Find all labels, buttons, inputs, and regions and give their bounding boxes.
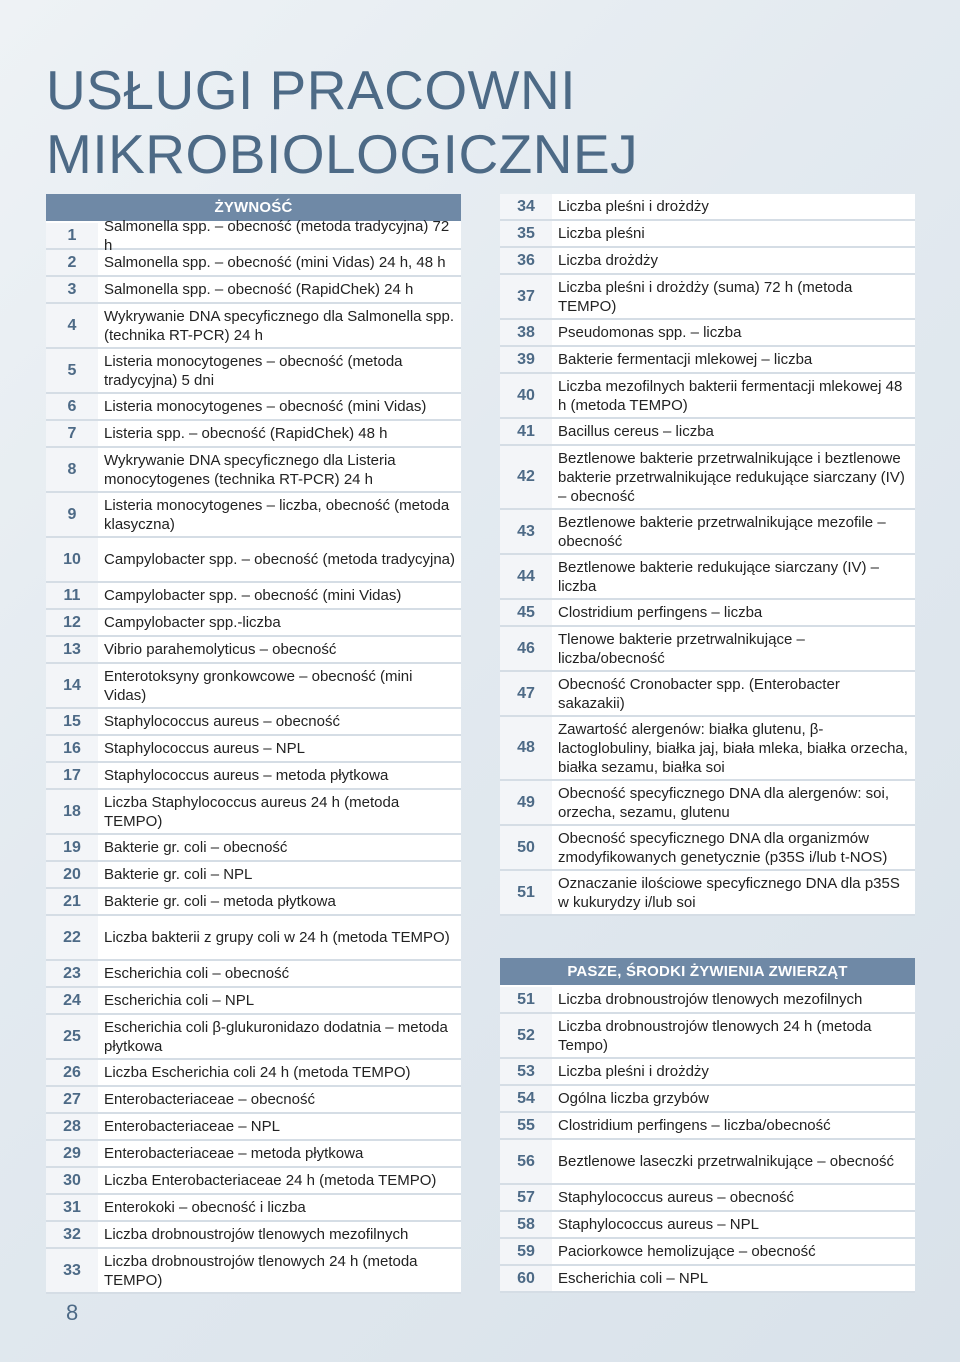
- table-row: [46, 250, 461, 277]
- row-number: 10: [46, 538, 98, 581]
- row-text: Liczba pleśni i drożdży (suma) 72 h (metoda TEMPO): [558, 278, 853, 315]
- table-row: [500, 627, 915, 672]
- row-text: Campylobacter spp. – obecność (mini Vidas): [104, 587, 402, 604]
- row-number: 2: [46, 250, 98, 275]
- row-text: Enterobacteriaceae – metoda płytkowa: [104, 1145, 364, 1162]
- row-number: 55: [500, 1113, 552, 1138]
- row-number: 40: [500, 374, 552, 417]
- row-number: 38: [500, 320, 552, 345]
- row-text: Enterotoksyny gronkowcowe – obecność (mini Vidas): [104, 667, 413, 704]
- row-number: 43: [500, 510, 552, 553]
- table-row: [46, 349, 461, 394]
- row-text: Liczba pleśni i drożdży: [558, 1063, 709, 1080]
- row-text: Obecność Cronobacter spp. (Enterobacter sakazakii): [558, 675, 840, 712]
- row-text: Liczba mezofilnych bakterii fermentacji mlekowej 48 h (metoda TEMPO): [558, 377, 903, 414]
- table-row: [46, 1249, 461, 1294]
- row-number: 21: [46, 889, 98, 914]
- row-number: 8: [46, 448, 98, 491]
- row-number: 57: [500, 1185, 552, 1210]
- row-number: 51: [500, 987, 552, 1012]
- row-number: 36: [500, 248, 552, 273]
- title-line-1: USŁUGI PRACOWNI: [46, 59, 577, 121]
- row-number: 19: [46, 835, 98, 860]
- row-text: Beztlenowe bakterie przetrwalnikujące i beztlenowe bakterie przetrwalnikujące redukujące siarczany (IV) – obecność: [558, 449, 905, 505]
- table-row: [46, 394, 461, 421]
- row-number: 53: [500, 1059, 552, 1084]
- table-row: [500, 1140, 915, 1185]
- left-rows: [46, 217, 461, 1294]
- row-text: Staphylococcus aureus – metoda płytkowa: [104, 767, 389, 784]
- row-number: 14: [46, 664, 98, 707]
- table-row: [46, 217, 461, 254]
- table-row: [46, 835, 461, 862]
- row-number: 3: [46, 277, 98, 302]
- row-text: Pseudomonas spp. – liczba: [558, 324, 742, 341]
- row-number: 29: [46, 1141, 98, 1166]
- row-text: Staphylococcus aureus – obecność: [558, 1189, 794, 1206]
- row-number: 11: [46, 583, 98, 608]
- table-row: [46, 889, 461, 916]
- table-row: [500, 1059, 915, 1086]
- row-text: Listeria monocytogenes – obecność (metoda tradycyjna) 5 dni: [104, 352, 403, 389]
- page-number: 8: [66, 1300, 79, 1325]
- right-column: [500, 194, 915, 1293]
- row-number: 41: [500, 419, 552, 444]
- row-number: 31: [46, 1195, 98, 1220]
- row-number: 48: [500, 717, 552, 779]
- table-row: [46, 736, 461, 763]
- row-number: 23: [46, 961, 98, 986]
- row-number: 17: [46, 763, 98, 788]
- row-text: Liczba Escherichia coli 24 h (metoda TEMPO): [104, 1064, 411, 1081]
- row-text: Wykrywanie DNA specyficznego dla Listeria monocytogenes (technika RT-PCR) 24 h: [104, 451, 396, 488]
- row-text: Liczba drobnoustrojów tlenowych 24 h (metoda TEMPO): [104, 1252, 418, 1289]
- section-header-food: ŻYWNOŚĆ: [46, 194, 461, 223]
- row-number: 26: [46, 1060, 98, 1085]
- table-row: [46, 916, 461, 961]
- row-number: 20: [46, 862, 98, 887]
- row-text: Liczba pleśni i drożdży: [558, 198, 709, 215]
- row-text: Beztlenowe bakterie redukujące siarczany (IV) – liczba: [558, 558, 879, 595]
- row-number: 30: [46, 1168, 98, 1193]
- table-row: [46, 664, 461, 709]
- table-row: [500, 347, 915, 374]
- row-text: Obecność specyficznego DNA dla alergenów: soi, orzecha, sezamu, glutenu: [558, 784, 890, 821]
- row-number: 47: [500, 672, 552, 715]
- table-row: [500, 194, 915, 221]
- table-row: [500, 510, 915, 555]
- row-text: Liczba bakterii z grupy coli w 24 h (metoda TEMPO): [104, 929, 450, 946]
- row-number: 59: [500, 1239, 552, 1264]
- table-row: [500, 275, 915, 320]
- row-text: Escherichia coli – NPL: [558, 1270, 709, 1287]
- row-number: 33: [46, 1249, 98, 1292]
- row-text: Bakterie gr. coli – NPL: [104, 866, 253, 883]
- row-text: Liczba drożdży: [558, 252, 659, 269]
- table-row: [500, 320, 915, 347]
- table-row: [500, 826, 915, 871]
- table-row: [500, 221, 915, 248]
- row-text: Enterobacteriaceae – obecność: [104, 1091, 315, 1108]
- row-text: Clostridium perfingens – liczba/obecność: [558, 1117, 831, 1134]
- row-number: 50: [500, 826, 552, 869]
- table-row: [46, 610, 461, 637]
- table-row: [500, 1212, 915, 1239]
- row-text: Beztlenowe bakterie przetrwalnikujące mezofile – obecność: [558, 513, 886, 550]
- table-row: [46, 961, 461, 988]
- row-number: 51: [500, 871, 552, 914]
- table-row: [46, 304, 461, 349]
- table-row: [500, 871, 915, 916]
- row-number: 13: [46, 637, 98, 662]
- table-row: [46, 1060, 461, 1087]
- row-number: 1: [46, 223, 98, 248]
- table-row: [46, 709, 461, 736]
- row-number: 54: [500, 1086, 552, 1111]
- row-text: Listeria monocytogenes – obecność (mini Vidas): [104, 398, 427, 415]
- row-text: Vibrio parahemolyticus – obecność: [104, 641, 337, 658]
- row-text: Beztlenowe laseczki przetrwalnikujące – obecność: [558, 1153, 895, 1170]
- row-number: 28: [46, 1114, 98, 1139]
- row-text: Bakterie fermentacji mlekowej – liczba: [558, 351, 813, 368]
- row-text: Bacillus cereus – liczba: [558, 423, 714, 440]
- row-number: 25: [46, 1015, 98, 1058]
- row-text: Escherichia coli – NPL: [104, 992, 255, 1009]
- row-text: Enterokoki – obecność i liczba: [104, 1199, 306, 1216]
- row-number: 60: [500, 1266, 552, 1291]
- table-row: [500, 248, 915, 275]
- row-number: 12: [46, 610, 98, 635]
- row-text: Salmonella spp. – obecność (metoda tradycyjna) 72 h: [104, 217, 450, 254]
- row-text: Bakterie gr. coli – metoda płytkowa: [104, 893, 336, 910]
- row-text: Liczba pleśni: [558, 225, 645, 242]
- table-row: [500, 600, 915, 627]
- row-text: Escherichia coli β-glukuronidazo dodatnia – metoda płytkowa: [104, 1018, 448, 1055]
- row-number: 18: [46, 790, 98, 833]
- row-number: 24: [46, 988, 98, 1013]
- table-row: [500, 1185, 915, 1212]
- section-spacer: [500, 916, 915, 958]
- row-number: 9: [46, 493, 98, 536]
- table-row: [500, 446, 915, 510]
- row-text: Bakterie gr. coli – obecność: [104, 839, 288, 856]
- table-row: [46, 493, 461, 538]
- row-text: Liczba Enterobacteriaceae 24 h (metoda TEMPO): [104, 1172, 437, 1189]
- row-number: 16: [46, 736, 98, 761]
- table-row: [46, 1141, 461, 1168]
- row-number: 52: [500, 1014, 552, 1057]
- row-text: Ogólna liczba grzybów: [558, 1090, 709, 1107]
- table-row: [500, 672, 915, 717]
- row-number: 32: [46, 1222, 98, 1247]
- row-text: Liczba Staphylococcus aureus 24 h (metoda TEMPO): [104, 793, 400, 830]
- row-number: 45: [500, 600, 552, 625]
- row-number: 4: [46, 304, 98, 347]
- table-row: [46, 448, 461, 493]
- table-row: [46, 790, 461, 835]
- row-text: Obecność specyficznego DNA dla organizmów zmodyfikowanych genetycznie (p35S i/lub t-NOS): [558, 829, 888, 866]
- table-row: [500, 1113, 915, 1140]
- table-row: [46, 277, 461, 304]
- row-text: Listeria monocytogenes – liczba, obecność (metoda klasyczna): [104, 496, 450, 533]
- row-number: 44: [500, 555, 552, 598]
- row-text: Campylobacter spp.-liczba: [104, 614, 281, 631]
- left-column: [46, 194, 461, 1294]
- row-text: Salmonella spp. – obecność (RapidChek) 24 h: [104, 281, 414, 298]
- row-number: 58: [500, 1212, 552, 1237]
- table-row: [46, 538, 461, 583]
- table-row: [500, 419, 915, 446]
- row-number: 39: [500, 347, 552, 372]
- row-number: 37: [500, 275, 552, 318]
- table-row: [500, 1014, 915, 1059]
- table-row: [46, 1195, 461, 1222]
- row-number: 6: [46, 394, 98, 419]
- row-number: 15: [46, 709, 98, 734]
- row-text: Listeria spp. – obecność (RapidChek) 48 h: [104, 425, 388, 442]
- row-number: 46: [500, 627, 552, 670]
- table-row: [46, 862, 461, 889]
- row-text: Liczba drobnoustrojów tlenowych mezofilnych: [104, 1226, 409, 1243]
- section-header-feed: PASZE, ŚRODKI ŻYWIENIA ZWIERZĄT: [500, 958, 915, 987]
- row-text: Campylobacter spp. – obecność (metoda tradycyjna): [104, 551, 456, 568]
- table-row: [46, 1015, 461, 1060]
- title-line-2: MIKROBIOLOGICZNEJ: [46, 123, 639, 185]
- row-text: Liczba drobnoustrojów tlenowych mezofilnych: [558, 991, 863, 1008]
- table-row: [46, 1087, 461, 1114]
- row-number: 27: [46, 1087, 98, 1112]
- table-row: [500, 374, 915, 419]
- row-text: Tlenowe bakterie przetrwalnikujące – liczba/obecność: [558, 630, 805, 667]
- row-text: Wykrywanie DNA specyficznego dla Salmonella spp. (technika RT-PCR) 24 h: [104, 307, 455, 344]
- row-number: 34: [500, 194, 552, 219]
- row-text: Salmonella spp. – obecność (mini Vidas) 24 h, 48 h: [104, 254, 446, 271]
- table-row: [500, 717, 915, 781]
- table-row: [46, 1168, 461, 1195]
- row-text: Staphylococcus aureus – NPL: [104, 740, 305, 757]
- row-text: Oznaczanie ilościowe specyficznego DNA dla p35S w kukurydzy i/lub soi: [558, 874, 900, 911]
- row-text: Zawartość alergenów: białka glutenu, β-lactoglobuliny, białka jaj, biała mleka, białka orzecha, białka sezamu, białka soi: [558, 720, 908, 776]
- table-row: [500, 1266, 915, 1293]
- table-row: [46, 988, 461, 1015]
- table-row: [46, 421, 461, 448]
- row-number: 22: [46, 916, 98, 959]
- table-row: [500, 1239, 915, 1266]
- row-text: Staphylococcus aureus – NPL: [558, 1216, 759, 1233]
- right-rows-feed: [500, 987, 915, 1293]
- row-text: Escherichia coli – obecność: [104, 965, 290, 982]
- table-row: [46, 1114, 461, 1141]
- right-rows: [500, 194, 915, 916]
- row-number: 7: [46, 421, 98, 446]
- table-row: [500, 555, 915, 600]
- table-row: [500, 987, 915, 1014]
- row-text: Staphylococcus aureus – obecność: [104, 713, 340, 730]
- row-number: 42: [500, 446, 552, 508]
- page-title: [46, 58, 638, 186]
- row-text: Liczba drobnoustrojów tlenowych 24 h (metoda Tempo): [558, 1017, 872, 1054]
- table-row: [46, 763, 461, 790]
- table-row: [500, 781, 915, 826]
- table-row: [46, 637, 461, 664]
- row-number: 5: [46, 349, 98, 392]
- row-number: 35: [500, 221, 552, 246]
- row-number: 56: [500, 1140, 552, 1183]
- table-row: [46, 1222, 461, 1249]
- row-number: 49: [500, 781, 552, 824]
- row-text: Clostridium perfingens – liczba: [558, 604, 763, 621]
- row-text: Enterobacteriaceae – NPL: [104, 1118, 280, 1135]
- table-row: [46, 583, 461, 610]
- row-text: Paciorkowce hemolizujące – obecność: [558, 1243, 816, 1260]
- table-row: [500, 1086, 915, 1113]
